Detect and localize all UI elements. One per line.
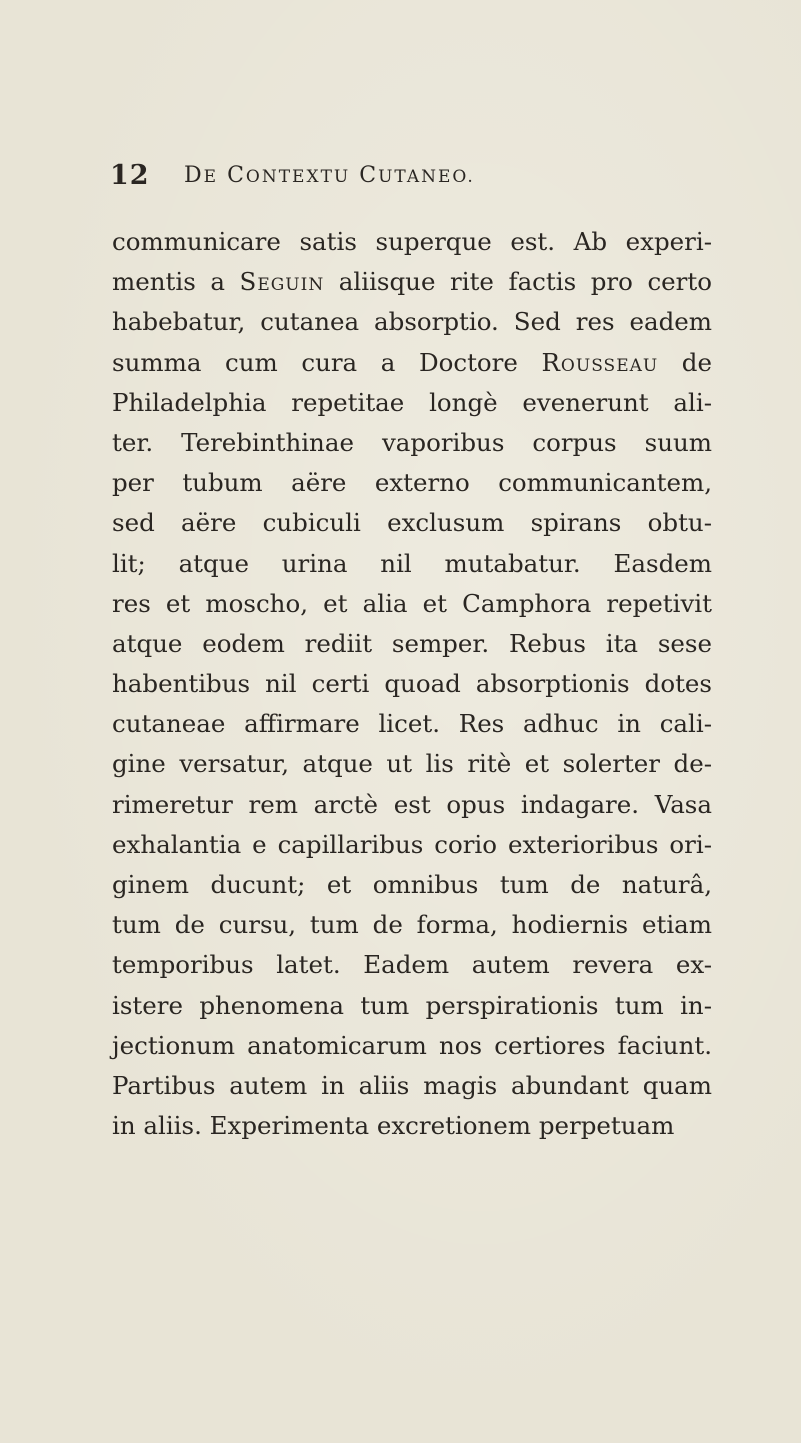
body-text	[112, 222, 712, 1146]
author-name-seguin: Seguin	[239, 267, 325, 297]
text-line: ter. Terebinthinae vaporibus corpus suum	[112, 427, 712, 457]
text-line: res et moscho, et alia et Camphora repetivit	[112, 588, 712, 618]
text-line: tum de cursu, tum de forma, hodiernis etiam	[112, 910, 712, 940]
text-line	[112, 343, 712, 383]
text-line: temporibus latet. Eadem autem revera ex-	[112, 950, 712, 980]
running-title	[184, 163, 475, 188]
text-line: ginem ducunt; et omnibus tum de naturâ,	[112, 870, 712, 899]
text-line: habebatur, cutanea absorptio. Sed res eadem	[112, 307, 712, 337]
running-title-cap: C	[227, 163, 246, 188]
running-title-rest: E	[203, 167, 219, 187]
text-line: istere phenomena tum perspirationis tum in-	[112, 990, 712, 1020]
text-line: lit; atque urina nil mutabatur. Easdem	[112, 548, 712, 578]
text-line: jectionum anatomicarum nos certiores faciunt.	[112, 1030, 712, 1060]
text-line: rimeretur rem arctè est opus indagare. Vasa	[112, 789, 712, 819]
text-line	[112, 262, 712, 302]
text-line: Philadelphia repetitae longè evenerunt ali-	[112, 387, 712, 417]
text-line: habentibus nil certi quoad absorptionis dotes	[112, 669, 712, 699]
text-line: cutaneae affirmare licet. Res adhuc in cali-	[112, 709, 712, 739]
page-number: 12	[110, 160, 150, 191]
text-fragment: aliisque rite factis pro certo	[324, 267, 712, 297]
running-head	[0, 160, 801, 200]
text-fragment: de	[658, 347, 712, 377]
text-line: exhalantia e capillaribus corio exterioribus ori-	[112, 829, 712, 859]
text-line: gine versatur, atque ut lis ritè et solerter de-	[112, 749, 712, 779]
running-title-cap: D	[184, 163, 204, 188]
text-line: sed aëre cubiculi exclusum spirans obtu-	[112, 508, 712, 538]
running-title-cap: C	[359, 163, 379, 188]
text-line: atque eodem rediit semper. Rebus ita sese	[112, 628, 712, 658]
text-line: communicare satis superque est. Ab experi-	[112, 227, 712, 256]
author-name-rousseau: Rousseau	[541, 347, 659, 377]
text-fragment: mentis a	[112, 267, 240, 297]
running-title-rest: UTANEO.	[378, 167, 475, 187]
text-line: Partibus autem in aliis magis abundant quam	[112, 1070, 712, 1100]
running-title-rest: ONTEXTU	[245, 167, 351, 187]
text-line: in aliis. Experimenta excretionem perpetuam	[112, 1111, 675, 1141]
text-line: per tubum aëre externo communicantem,	[112, 468, 712, 498]
text-fragment: summa cum cura a Doctore	[112, 347, 542, 377]
